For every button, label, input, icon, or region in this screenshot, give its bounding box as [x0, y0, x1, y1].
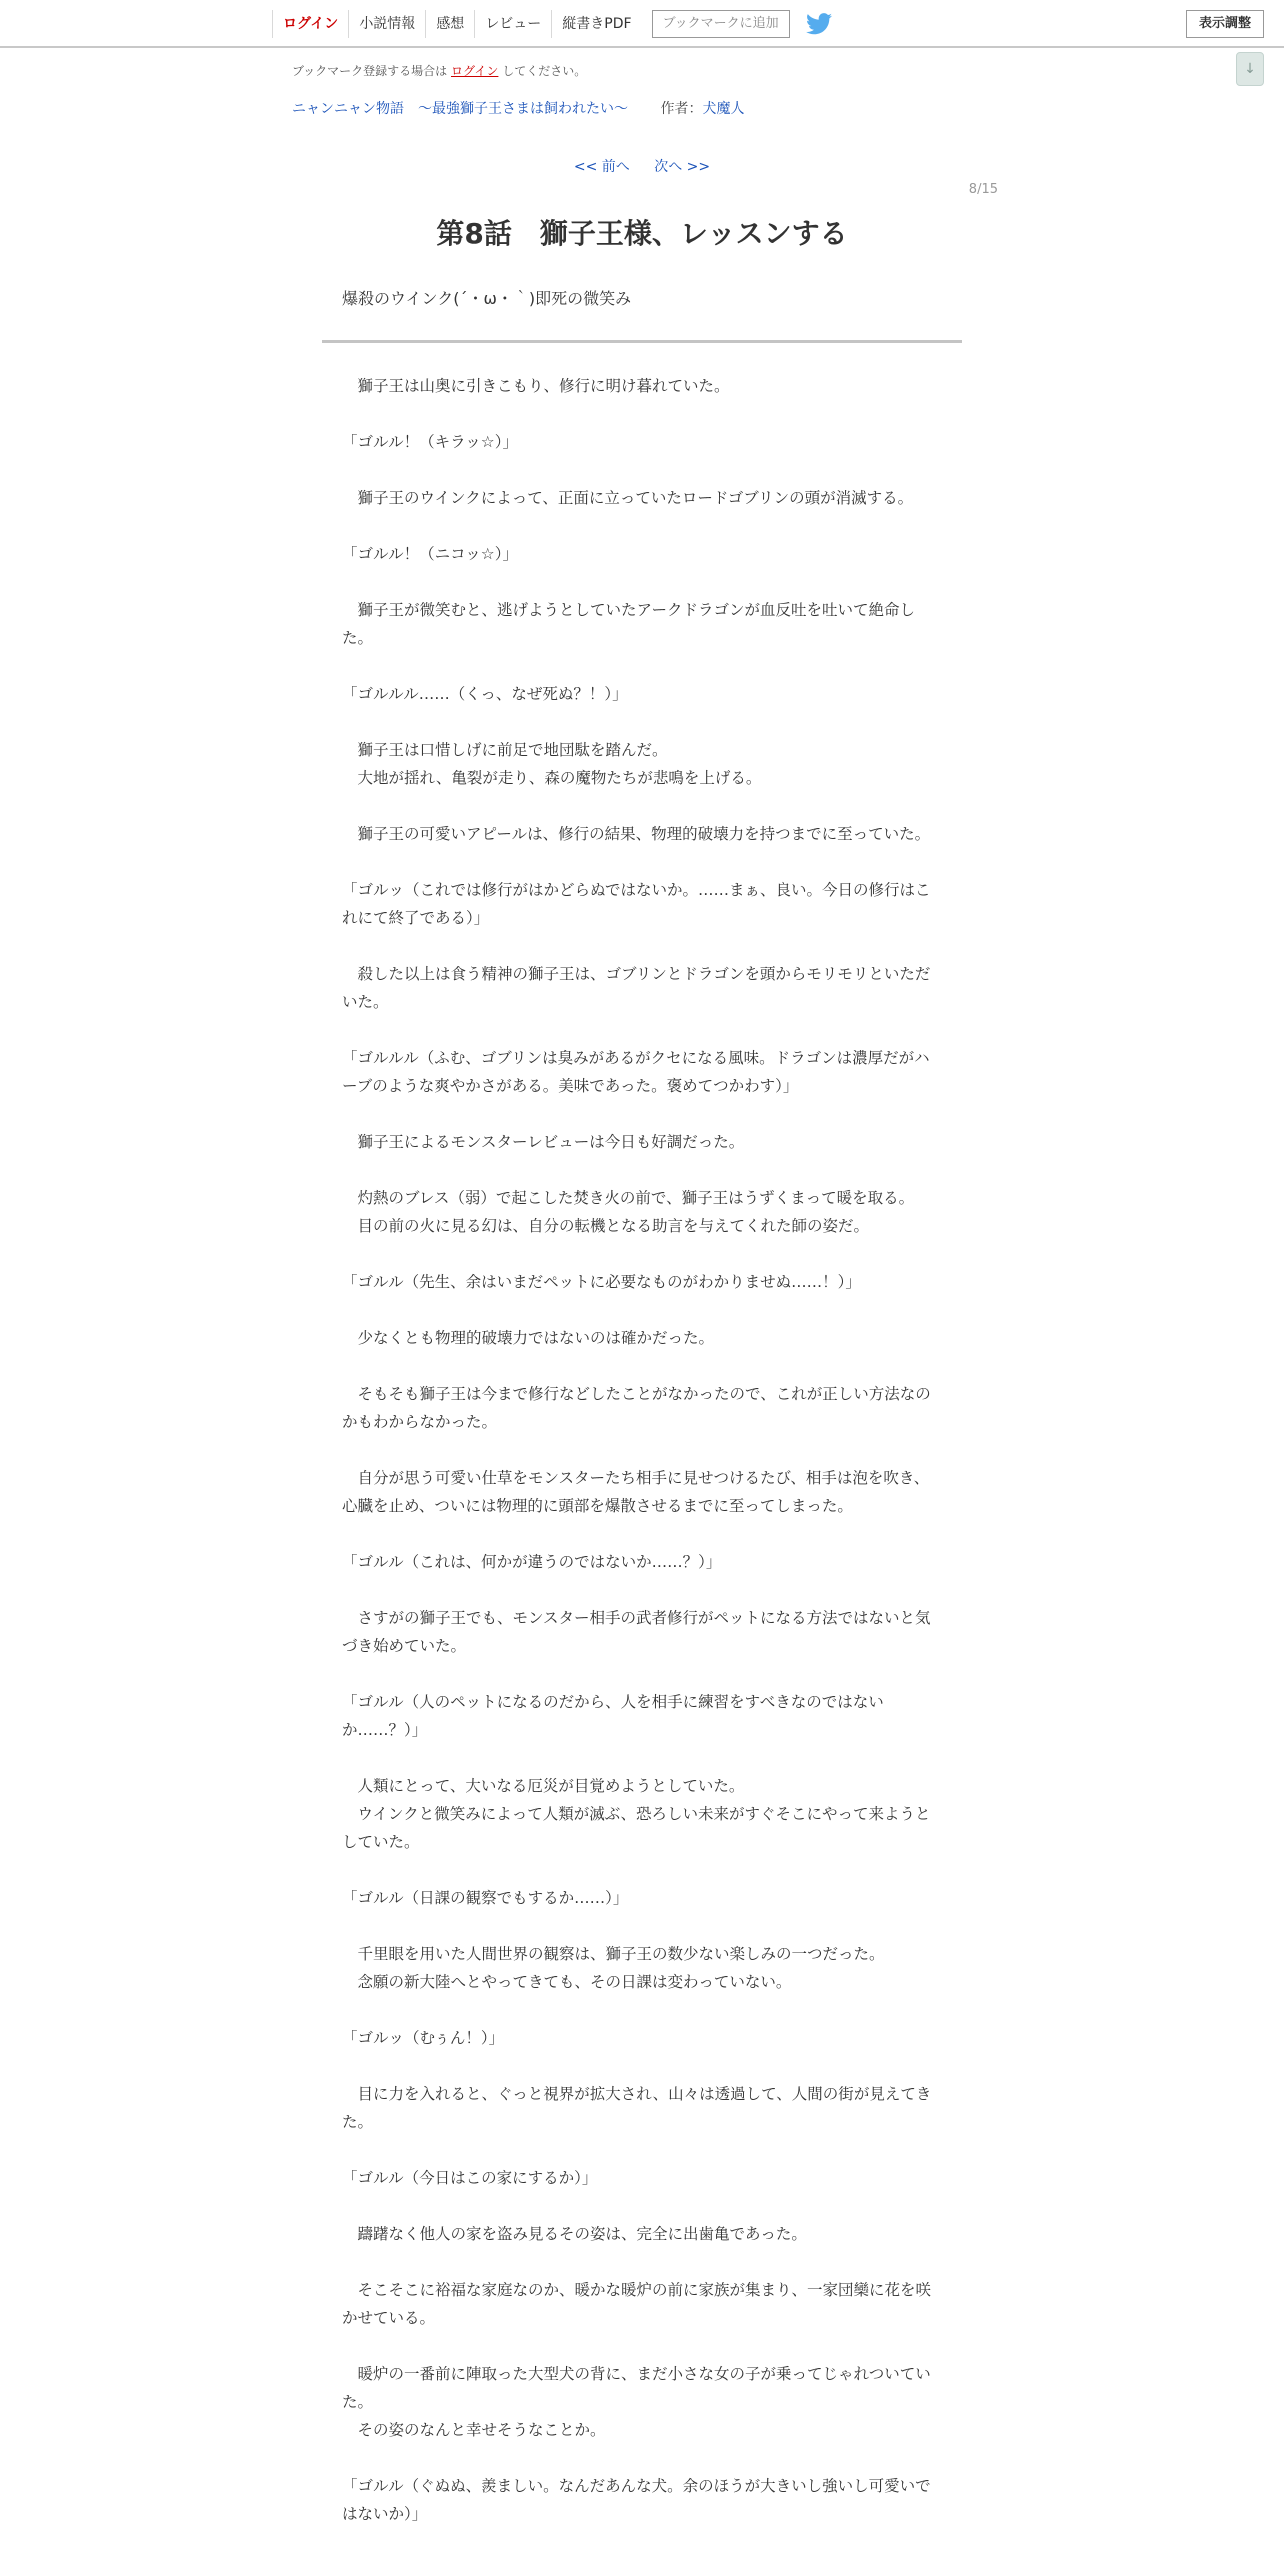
top-navigation-bar — [0, 0, 1284, 48]
body-paragraph: 獅子王によるモンスターレビューは今日も好調だった。 — [342, 1133, 745, 1151]
prev-episode-link[interactable]: << 前へ — [573, 159, 630, 175]
bookmark-note-login-link[interactable]: ログイン — [451, 64, 499, 78]
bookmark-login-notice — [292, 62, 586, 79]
author-name-link[interactable]: 犬魔人 — [702, 101, 745, 117]
body-paragraph: 躊躇なく他人の家を盗み見るその姿は、完全に出歯亀であった。 — [342, 2225, 807, 2243]
blank-line — [342, 1100, 942, 1128]
top-nav — [272, 10, 832, 38]
body-paragraph: 獅子王は山奥に引きこもり、修行に明け暮れていた。 — [342, 377, 730, 395]
body-paragraph: 獅子王のウインクによって、正面に立っていたロードゴブリンの頭が消滅する。 — [342, 489, 914, 507]
body-paragraph: 目に力を入れると、ぐっと視界が拡大され、山々は透過して、人間の街が見えてきた。 — [342, 2085, 932, 2131]
nav-vertical-pdf-link[interactable]: 縦書きPDF — [551, 10, 641, 38]
blank-line — [342, 1912, 942, 1940]
novel-body-text — [342, 372, 942, 2528]
body-paragraph: そもそも獅子王は今まで修行などしたことがなかったので、これが正しい方法なのかもわからなかった。 — [342, 1385, 931, 1431]
blank-line — [342, 1856, 942, 1884]
scroll-down-button[interactable]: ↓ — [1236, 52, 1264, 86]
blank-line — [342, 1996, 942, 2024]
body-paragraph: 「ゴルル（先生、余はいまだペットに必要なものがわかりませぬ……！）」 — [342, 1273, 861, 1291]
body-paragraph: 獅子王は口惜しげに前足で地団駄を踏んだ。 — [342, 741, 668, 759]
blank-line — [342, 1520, 942, 1548]
blank-line — [342, 792, 942, 820]
body-paragraph: 自分が思う可愛い仕草をモンスターたち相手に見せつけるたび、相手は泡を吹き、心臓を止め、ついには物理的に頭部を爆散させるまでに至ってしまった。 — [342, 1469, 930, 1515]
body-paragraph: 少なくとも物理的破壊力ではないのは確かだった。 — [342, 1329, 715, 1347]
blank-line — [342, 1240, 942, 1268]
body-paragraph: 「ゴルル（日課の観察でもするか……）」 — [342, 1889, 629, 1907]
body-paragraph: 殺した以上は食う精神の獅子王は、ゴブリンとドラゴンを頭からモリモリといただいた。 — [342, 965, 931, 1011]
blank-line — [342, 1436, 942, 1464]
blank-line — [342, 2332, 942, 2360]
body-paragraph: 「ゴルッ（これでは修行がはかどらぬではないか。……まぁ、良い。今日の修行はこれにて終了である）」 — [342, 881, 931, 927]
twitter-bird-svg — [806, 13, 832, 35]
bookmark-note-suffix: してください。 — [502, 64, 587, 78]
blank-line — [342, 456, 942, 484]
blank-line — [342, 1296, 942, 1324]
bookmark-note-prefix: ブックマーク登録する場合は — [292, 64, 448, 78]
body-paragraph: 人類にとって、大いなる厄災が目覚めようとしていた。 — [342, 1777, 745, 1795]
next-episode-link[interactable]: 次へ >> — [654, 159, 711, 175]
body-paragraph: 獅子王が微笑むと、逃げようとしていたアークドラゴンが血反吐を吐いて絶命した。 — [342, 601, 916, 647]
author-label: 作者： — [660, 101, 703, 117]
nav-impressions-link[interactable]: 感想 — [425, 10, 474, 38]
blank-line — [342, 400, 942, 428]
body-paragraph: 大地が揺れ、亀裂が走り、森の魔物たちが悲鳴を上げる。 — [342, 769, 762, 787]
nav-review-link[interactable]: レビュー — [474, 10, 551, 38]
body-paragraph: 暖炉の一番前に陣取った大型犬の背に、まだ小さな女の子が乗ってじゃれついていた。 — [342, 2365, 931, 2411]
blank-line — [342, 932, 942, 960]
body-paragraph: 目の前の火に見る幻は、自分の転機となる助言を与えてくれた師の姿だ。 — [342, 1217, 870, 1235]
body-paragraph: 千里眼を用いた人間世界の観察は、獅子王の数少ない楽しみの一つだった。 — [342, 1945, 885, 1963]
blank-line — [342, 1744, 942, 1772]
blank-line — [342, 848, 942, 876]
blank-line — [342, 2444, 942, 2472]
body-paragraph: 「ゴルル！（キラッ☆）」 — [342, 433, 518, 451]
chapter-title: 第8話 獅子王様、レッスンする — [436, 217, 848, 250]
episode-pager — [0, 156, 1284, 176]
body-paragraph: 「ゴルル（これは、何かが違うのではないか……？）」 — [342, 1553, 722, 1571]
body-paragraph: 「ゴルル（ぐぬぬ、羨ましい。なんだあんな犬。余のほうが大きいし強いし可愛いではないか）」 — [342, 2477, 931, 2523]
body-paragraph: 「ゴルル！（ニコッ☆）」 — [342, 545, 518, 563]
body-paragraph: その姿のなんと幸せそうなことか。 — [342, 2421, 606, 2439]
twitter-bird-icon[interactable] — [806, 13, 832, 35]
display-adjust-button[interactable]: 表示調整 — [1186, 10, 1264, 38]
blank-line — [342, 1016, 942, 1044]
blank-line — [342, 1156, 942, 1184]
body-paragraph: 「ゴルルル……（くっ、なぜ死ぬ？！）」 — [342, 685, 628, 703]
series-title-link[interactable]: ニャンニャン物語 ～最強獅子王さまは飼われたい～ — [292, 101, 628, 117]
episode-count: 8/15 — [968, 182, 998, 197]
blank-line — [342, 1576, 942, 1604]
blank-line — [342, 1352, 942, 1380]
body-paragraph: 獅子王の可愛いアピールは、修行の結果、物理的破壊力を持つまでに至っていた。 — [342, 825, 931, 843]
series-info — [292, 98, 744, 118]
blank-line — [342, 2248, 942, 2276]
body-paragraph: 念願の新大陸へとやってきても、その日課は変わっていない。 — [342, 1973, 792, 1991]
body-paragraph: そこそこに裕福な家庭なのか、暖かな暖炉の前に家族が集まり、一家団欒に花を咲かせている。 — [342, 2281, 932, 2327]
chapter-preface: 爆殺のウインク(´・ω・｀)即死の微笑み — [342, 289, 632, 308]
preface-divider — [322, 340, 962, 343]
blank-line — [342, 652, 942, 680]
blank-line — [342, 512, 942, 540]
blank-line — [342, 2192, 942, 2220]
bookmark-add-button[interactable]: ブックマークに追加 — [652, 10, 790, 38]
body-paragraph: さすがの獅子王でも、モンスター相手の武者修行がペットになる方法ではないと気づき始めていた。 — [342, 1609, 931, 1655]
body-paragraph: 「ゴルルル（ふむ、ゴブリンは臭みがあるがクセになる風味。ドラゴンは濃厚だがハーブのような爽やかさがある。美味であった。褒めてつかわす）」 — [342, 1049, 930, 1095]
blank-line — [342, 1660, 942, 1688]
blank-line — [342, 2052, 942, 2080]
body-paragraph: ウインクと微笑みによって人類が滅ぶ、恐ろしい未来がすぐそこにやって来ようとしていた。 — [342, 1805, 931, 1851]
nav-login-link[interactable]: ログイン — [272, 10, 348, 38]
blank-line — [342, 2136, 942, 2164]
body-paragraph: 「ゴルル（今日はこの家にするか）」 — [342, 2169, 598, 2187]
nav-novel-info-link[interactable]: 小説情報 — [348, 10, 425, 38]
blank-line — [342, 568, 942, 596]
body-paragraph: 灼熱のブレス（弱）で起こした焚き火の前で、獅子王はうずくまって暖を取る。 — [342, 1189, 915, 1207]
body-paragraph: 「ゴルル（人のペットになるのだから、人を相手に練習をすべきなのではないか……？）」 — [342, 1693, 884, 1739]
blank-line — [342, 708, 942, 736]
body-paragraph: 「ゴルッ（むぅん！）」 — [342, 2029, 505, 2047]
